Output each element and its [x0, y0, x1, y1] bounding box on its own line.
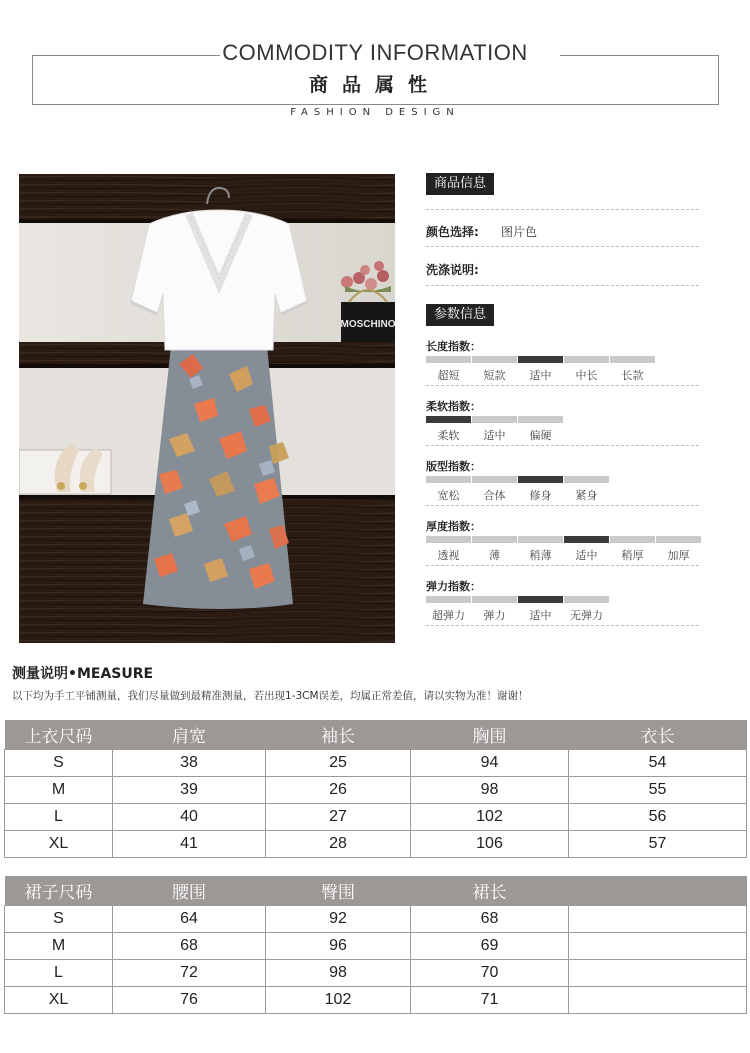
index-segment	[426, 356, 471, 363]
table-cell: 92	[266, 905, 411, 932]
divider	[426, 246, 699, 247]
table-cell: 28	[266, 830, 411, 857]
table-cell	[569, 905, 747, 932]
index-segment	[518, 416, 563, 423]
table-cell: 102	[411, 803, 569, 830]
divider	[426, 385, 699, 386]
index-label-fit: 版型指数：	[426, 460, 481, 473]
index-option-label: 稍厚	[621, 549, 644, 562]
measure-title: 测量说明•MEASURE	[12, 666, 154, 682]
index-option-label: 适中	[529, 369, 552, 382]
index-segment	[518, 536, 563, 543]
index-label-elasticity: 弹力指数：	[426, 580, 481, 593]
index-option-label: 薄	[489, 549, 500, 562]
table-cell: 56	[569, 803, 747, 830]
section-tag-product-info: 商品信息	[426, 173, 494, 195]
table-cell: 106	[411, 830, 569, 857]
divider	[426, 625, 699, 626]
table-header-cell: 衣长	[569, 720, 747, 749]
table-cell: 69	[411, 932, 569, 959]
table-cell: 98	[411, 776, 569, 803]
index-segment	[472, 476, 517, 483]
index-option-label: 适中	[575, 549, 598, 562]
table-row	[5, 932, 747, 959]
table-header-cell	[569, 876, 747, 905]
table-cell: 64	[113, 905, 266, 932]
table-cell: 27	[266, 803, 411, 830]
index-option-label: 合体	[483, 489, 506, 502]
index-option-label: 柔软	[437, 429, 460, 442]
index-segment	[610, 356, 655, 363]
table-cell: 55	[569, 776, 747, 803]
skirt-size-table	[4, 876, 747, 1014]
table-cell: S	[5, 749, 113, 776]
index-option-label: 无弹力	[570, 609, 603, 622]
table-cell: 38	[113, 749, 266, 776]
wash-label: 洗涤说明:	[426, 263, 479, 277]
index-option-label: 透视	[437, 549, 460, 562]
index-segment	[656, 536, 701, 543]
table-cell: 39	[113, 776, 266, 803]
index-segment	[564, 536, 609, 543]
table-row	[5, 776, 747, 803]
table-cell: 102	[266, 986, 411, 1013]
table-cell: 54	[569, 749, 747, 776]
index-option-label: 宽松	[437, 489, 460, 502]
table-header-cell: 胸围	[411, 720, 569, 749]
header-subtitle: FASHION DESIGN	[290, 107, 460, 118]
divider	[426, 285, 699, 286]
index-option-label: 紧身	[575, 489, 598, 502]
index-label-thickness: 厚度指数：	[426, 520, 481, 533]
header-title-en: COMMODITY INFORMATION	[222, 40, 528, 65]
table-row	[5, 986, 747, 1013]
table-cell: 76	[113, 986, 266, 1013]
section-tag-params: 参数信息	[426, 304, 494, 326]
index-option-label: 适中	[529, 609, 552, 622]
table-cell: M	[5, 776, 113, 803]
index-label-softness: 柔软指数：	[426, 400, 481, 413]
color-label: 颜色选择:	[426, 225, 479, 239]
table-row	[5, 803, 747, 830]
brand-sign: MOSCHINO	[340, 319, 395, 330]
product-photo	[19, 174, 395, 643]
table-header-cell: 裙子尺码	[5, 876, 113, 905]
index-segment	[564, 596, 609, 603]
table-row	[5, 905, 747, 932]
divider	[426, 445, 699, 446]
table-cell: 41	[113, 830, 266, 857]
index-segment	[472, 596, 517, 603]
table-cell: L	[5, 959, 113, 986]
table-cell: XL	[5, 986, 113, 1013]
table-row	[5, 830, 747, 857]
divider	[426, 209, 699, 210]
index-segment	[518, 356, 563, 363]
table-cell	[569, 932, 747, 959]
table-header-cell: 袖长	[266, 720, 411, 749]
table-cell: 26	[266, 776, 411, 803]
index-option-label: 稍薄	[529, 549, 552, 562]
table-cell: 71	[411, 986, 569, 1013]
table-cell: 72	[113, 959, 266, 986]
index-option-label: 长款	[621, 369, 644, 382]
measure-note: 以下均为手工平铺测量，我们尽量做到最精准测量，若出现1-3CM误差，均属正常差值，请以实物为准！谢谢！	[12, 690, 529, 702]
index-segment	[426, 596, 471, 603]
index-option-label: 超弹力	[432, 609, 465, 622]
color-value: 图片色	[501, 225, 538, 239]
header-title-cn: 商品属性	[308, 74, 441, 96]
index-segment	[610, 536, 655, 543]
table-cell: 70	[411, 959, 569, 986]
table-cell: 25	[266, 749, 411, 776]
index-segment	[472, 356, 517, 363]
table-header-cell: 臀围	[266, 876, 411, 905]
table-cell: S	[5, 905, 113, 932]
top-size-table	[4, 720, 747, 858]
index-segment	[426, 536, 471, 543]
table-row	[5, 959, 747, 986]
index-option-label: 加厚	[667, 549, 690, 562]
table-cell: 68	[113, 932, 266, 959]
index-option-label: 适中	[483, 429, 506, 442]
index-segment	[426, 416, 471, 423]
table-cell	[569, 986, 747, 1013]
index-option-label: 中长	[575, 369, 598, 382]
table-cell: 68	[411, 905, 569, 932]
table-header-cell: 肩宽	[113, 720, 266, 749]
table-cell: 96	[266, 932, 411, 959]
index-segment	[564, 356, 609, 363]
index-option-label: 弹力	[483, 609, 506, 622]
index-segment	[518, 476, 563, 483]
index-segment	[472, 536, 517, 543]
table-header-cell: 裙长	[411, 876, 569, 905]
table-header-cell: 腰围	[113, 876, 266, 905]
table-cell: L	[5, 803, 113, 830]
table-cell	[569, 959, 747, 986]
index-segment	[518, 596, 563, 603]
index-segment	[564, 476, 609, 483]
shoe-box-illustration	[19, 444, 111, 494]
table-cell: 57	[569, 830, 747, 857]
index-segment	[426, 476, 471, 483]
index-option-label: 修身	[529, 489, 552, 502]
index-option-label: 超短	[437, 369, 460, 382]
table-row	[5, 749, 747, 776]
table-header-row	[5, 720, 747, 749]
table-header-cell: 上衣尺码	[5, 720, 113, 749]
table-header-row	[5, 876, 747, 905]
table-cell: 94	[411, 749, 569, 776]
table-cell: M	[5, 932, 113, 959]
table-cell: 98	[266, 959, 411, 986]
index-segment	[472, 416, 517, 423]
table-cell: XL	[5, 830, 113, 857]
table-cell: 40	[113, 803, 266, 830]
index-label-length: 长度指数：	[426, 340, 481, 353]
index-option-label: 偏硬	[529, 429, 552, 442]
index-option-label: 短款	[483, 369, 506, 382]
divider	[426, 565, 699, 566]
divider	[426, 505, 699, 506]
